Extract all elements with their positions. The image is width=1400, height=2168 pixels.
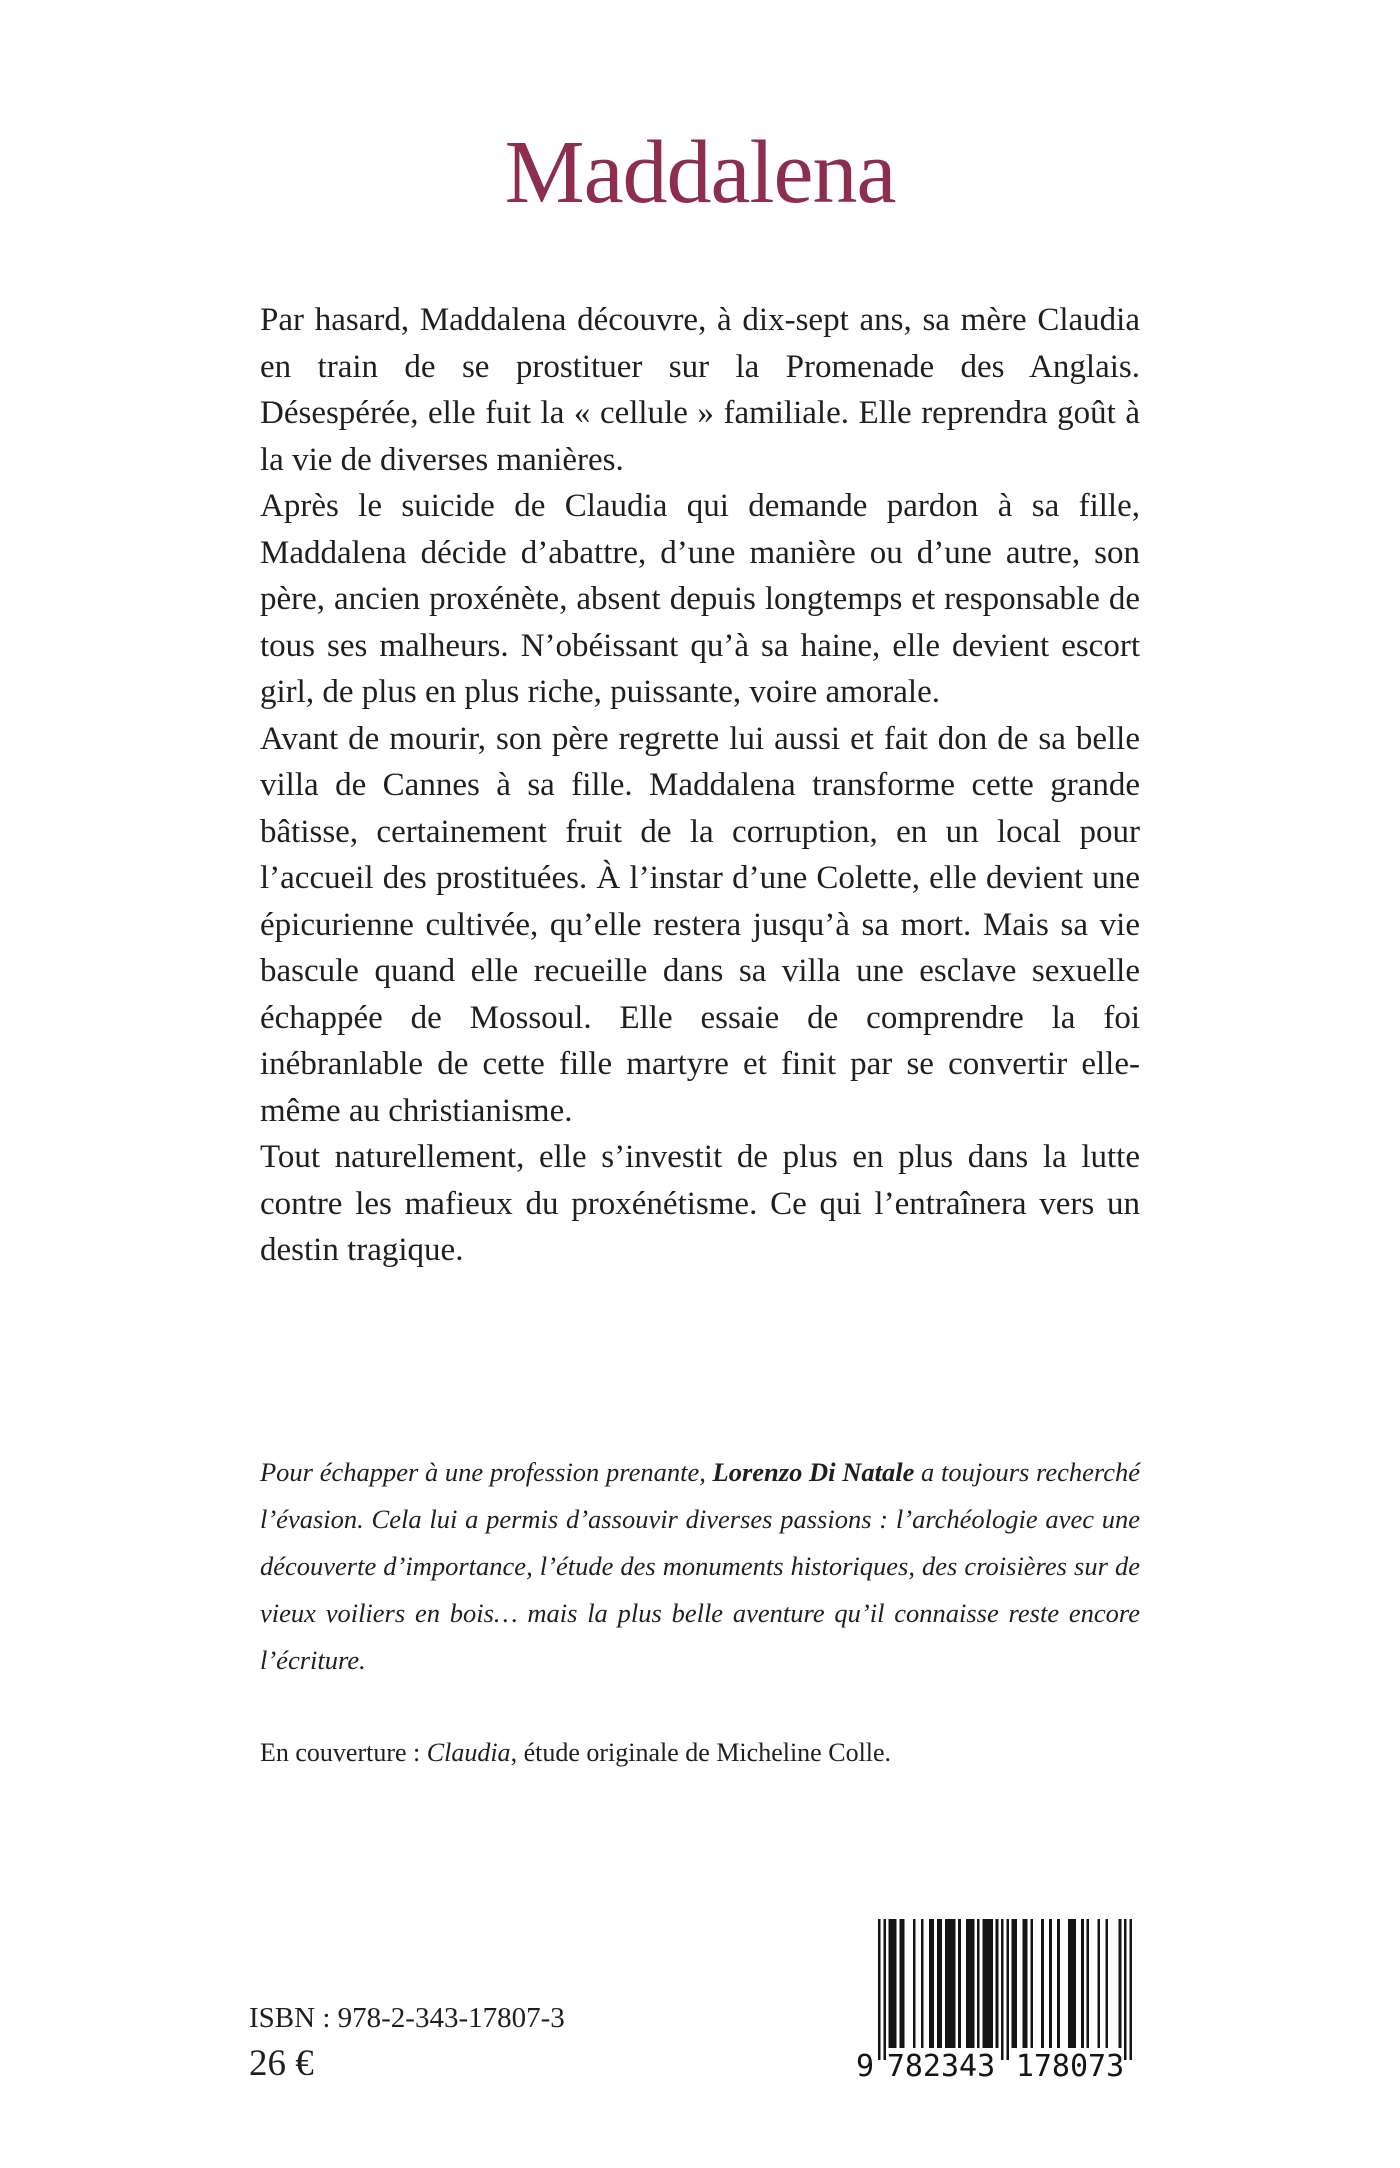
barcode-first-digit: 9 xyxy=(855,2049,874,2084)
cover-credit xyxy=(260,1736,1140,1770)
page-title: Maddalena xyxy=(504,123,896,222)
synopsis-paragraph: Tout naturellement, elle s’investit de plus en plus dans la lutte contre les mafieux du proxénétisme. Ce qui l’entraînera vers un destin tragique. xyxy=(260,1139,1140,1268)
author-bio-intro: Pour échapper à une profession prenante, xyxy=(260,1457,713,1487)
synopsis-paragraph: Avant de mourir, son père regrette lui aussi et fait don de sa belle villa de Cannes à sa fille. Maddalena transforme cette grande bâtisse, certainement fruit de la corruption, en un local pour l’accueil des prostituées. À l’instar d’une Colette, elle devient une épicurienne cultivée, qu’elle restera jusqu’à sa mort. Mais sa vie bascule quand elle recueille dans sa villa une esclave sexuelle échappée de Mossoul. Elle essaie de comprendre la foi inébranlable de cette fille martyre et finit par se convertir elle-même au christianisme. xyxy=(260,720,1140,1129)
author-bio xyxy=(260,1449,1140,1684)
author-name: Lorenzo Di Natale xyxy=(712,1457,915,1487)
barcode-right-group: 178073 xyxy=(1015,2049,1125,2084)
isbn-label: ISBN : 978-2-343-17807-3 xyxy=(249,2002,565,2034)
author-bio-rest: a toujours recherché l’évasion. Cela lui a permis d’assouvir diverses passions : l’archéologie avec une découverte d’importance, l’étude des monuments historiques, des croisières sur de vieux voiliers en bois… mais la plus belle aventure qu’il connaisse reste encore l’écriture. xyxy=(260,1457,1140,1675)
synopsis-paragraph: Par hasard, Maddalena découvre, à dix-sept ans, sa mère Claudia en train de se prostituer sur la Promenade des Anglais. Désespérée, elle fuit la « cellule » familiale. Elle reprendra goût à la vie de diverses manières. xyxy=(260,302,1140,478)
synopsis xyxy=(260,297,1140,1274)
price-label: 26 € xyxy=(249,2043,314,2084)
synopsis-paragraph: Après le suicide de Claudia qui demande pardon à sa fille, Maddalena décide d’abattre, d’une manière ou d’une autre, son père, ancien proxénète, absent depuis longtemps et responsable de tous ses malheurs. N’obéissant qu’à sa haine, elle devient escort girl, de plus en plus riche, puissante, voire amorale. xyxy=(260,488,1140,710)
cover-credit-suffix: , étude originale de Micheline Colle. xyxy=(510,1738,892,1767)
barcode-left-group: 782343 xyxy=(886,2049,996,2084)
cover-artwork-title: Claudia xyxy=(426,1738,511,1767)
barcode-bars-image xyxy=(878,1919,1132,2060)
cover-credit-prefix: En couverture : xyxy=(260,1738,427,1767)
barcode xyxy=(852,1919,1152,2087)
